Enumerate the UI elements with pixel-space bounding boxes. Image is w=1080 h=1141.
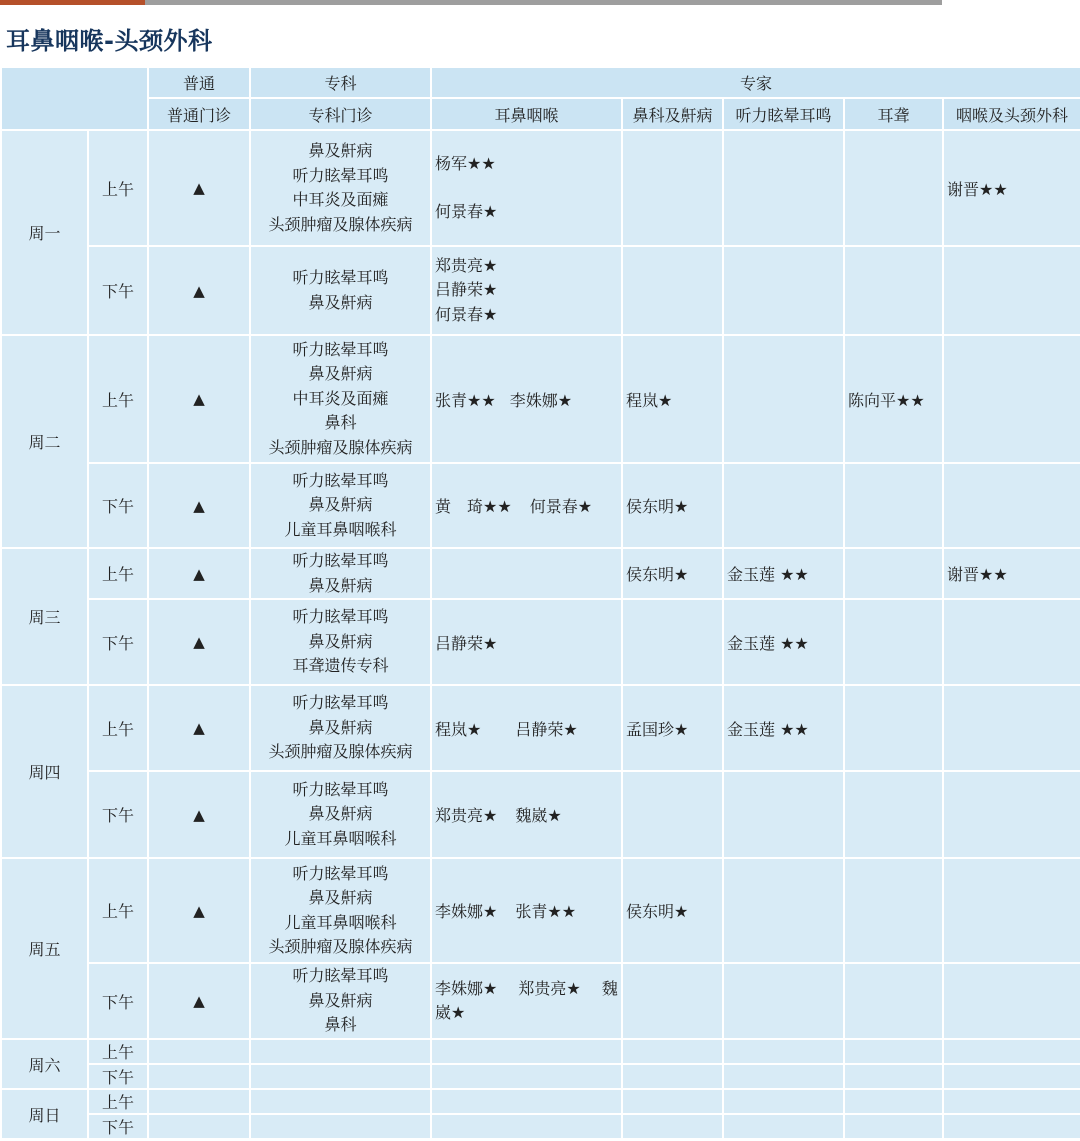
specialty-item: 中耳炎及面瘫 — [292, 388, 389, 408]
period-cell: 上午 — [88, 548, 148, 599]
specialty-item: 头颈肿瘤及腺体疾病 — [268, 437, 413, 457]
nose-doctors-cell — [622, 771, 723, 858]
specialty-item: 鼻及鼾病 — [308, 575, 373, 595]
nose-doctors-cell: 侯东明★ — [622, 548, 723, 599]
specialty-item: 听力眩晕耳鸣 — [292, 966, 389, 986]
specialty-list — [250, 1064, 431, 1089]
table-row — [1, 685, 1080, 771]
table-row — [1, 1114, 1080, 1139]
period-cell: 下午 — [88, 1064, 148, 1089]
table-row — [1, 548, 1080, 599]
ent-doctors-cell — [431, 963, 622, 1039]
deafness-doctors-cell — [844, 685, 943, 771]
col-deafness: 耳聋 — [844, 98, 943, 130]
deafness-doctors-cell — [844, 1039, 943, 1064]
ent-doctors-cell — [431, 246, 622, 335]
table-row — [1, 858, 1080, 963]
throat-doctors-cell — [943, 1039, 1080, 1064]
day-cell: 周日 — [1, 1089, 88, 1139]
ent-doctors-cell — [431, 1089, 622, 1114]
schedule-table — [0, 66, 1080, 1140]
specialty-list — [250, 771, 431, 858]
header-group-specialty: 专科 — [250, 67, 431, 98]
ent-doctors-cell — [431, 548, 622, 599]
hearing-doctors-cell — [723, 130, 844, 246]
ent-doctors-cell — [431, 858, 622, 963]
specialty-list — [250, 130, 431, 246]
deafness-doctors-cell — [844, 963, 943, 1039]
specialty-list — [250, 463, 431, 548]
nose-doctors-cell — [622, 1089, 723, 1114]
specialty-item: 鼻及鼾病 — [308, 717, 373, 737]
nose-doctors-cell: 程岚★ — [622, 335, 723, 463]
deafness-doctors-cell: 陈向平★★ — [844, 335, 943, 463]
period-cell: 下午 — [88, 463, 148, 548]
nose-doctors-cell: 侯东明★ — [622, 858, 723, 963]
general-clinic-mark: ▲ — [148, 771, 250, 858]
doctor-name: 李姝娜★ — [435, 902, 498, 921]
throat-doctors-cell: 谢晋★★ — [943, 130, 1080, 246]
doctor-name: 程岚★ — [435, 719, 482, 739]
day-cell: 周五 — [1, 858, 88, 1039]
table-row — [1, 771, 1080, 858]
specialty-item: 听力眩晕耳鸣 — [292, 268, 389, 287]
deafness-doctors-cell — [844, 858, 943, 963]
general-clinic-mark — [148, 1114, 250, 1139]
throat-doctors-cell — [943, 1114, 1080, 1139]
general-clinic-mark: ▲ — [148, 335, 250, 463]
header-corner — [1, 67, 148, 130]
period-cell: 上午 — [88, 685, 148, 771]
specialty-item: 鼻科 — [324, 413, 357, 433]
doctor-name: 何景春★ — [529, 497, 593, 516]
period-cell: 下午 — [88, 246, 148, 335]
general-clinic-mark: ▲ — [148, 685, 250, 771]
period-cell: 下午 — [88, 771, 148, 858]
general-clinic-mark: ▲ — [148, 963, 250, 1039]
ent-doctors-cell — [431, 1064, 622, 1089]
nose-doctors-cell — [622, 1114, 723, 1139]
day-cell: 周二 — [1, 335, 88, 548]
throat-doctors-cell — [943, 858, 1080, 963]
table-row — [1, 1089, 1080, 1114]
col-general-clinic: 普通门诊 — [148, 98, 250, 130]
specialty-list — [250, 858, 431, 963]
nose-doctors-cell: 孟国珍★ — [622, 685, 723, 771]
table-row — [1, 246, 1080, 335]
specialty-list — [250, 1039, 431, 1064]
ent-doctors-cell — [431, 1114, 622, 1139]
hearing-doctors-cell — [723, 246, 844, 335]
doctor-name: 何景春★ — [435, 202, 498, 221]
nose-doctors-cell — [622, 599, 723, 685]
hearing-doctors-cell: 金玉莲 ★★ — [723, 548, 844, 599]
hearing-doctors-cell — [723, 335, 844, 463]
throat-doctors-cell — [943, 335, 1080, 463]
specialty-list — [250, 685, 431, 771]
doctor-name: 郑贵亮★ — [435, 806, 498, 825]
general-clinic-mark — [148, 1064, 250, 1089]
specialty-item: 鼻及鼾病 — [308, 631, 373, 651]
hearing-doctors-cell — [723, 771, 844, 858]
deafness-doctors-cell — [844, 599, 943, 685]
deafness-doctors-cell — [844, 463, 943, 548]
specialty-item: 头颈肿瘤及腺体疾病 — [268, 742, 413, 762]
general-clinic-mark: ▲ — [148, 130, 250, 246]
hearing-doctors-cell — [723, 1089, 844, 1114]
specialty-item: 鼻科 — [324, 1015, 357, 1035]
period-cell: 下午 — [88, 963, 148, 1039]
specialty-item: 鼻及鼾病 — [308, 888, 373, 907]
table-row — [1, 599, 1080, 685]
deafness-doctors-cell — [844, 771, 943, 858]
general-clinic-mark — [148, 1089, 250, 1114]
doctor-name: 张青★★ — [435, 390, 496, 410]
header-group-general: 普通 — [148, 67, 250, 98]
deafness-doctors-cell — [844, 1114, 943, 1139]
doctor-name: 张青★★ — [515, 902, 577, 921]
col-hearing: 听力眩晕耳鸣 — [723, 98, 844, 130]
hearing-doctors-cell — [723, 858, 844, 963]
period-cell: 下午 — [88, 1114, 148, 1139]
doctor-name: 郑贵亮★ — [435, 255, 498, 275]
doctor-name: 吕静荣★ — [435, 280, 498, 300]
ent-doctors-cell — [431, 335, 622, 463]
specialty-item: 中耳炎及面瘫 — [292, 190, 389, 209]
doctor-name: 魏崴★ — [515, 806, 562, 825]
specialty-item: 听力眩晕耳鸣 — [292, 693, 389, 713]
specialty-item: 鼻及鼾病 — [308, 495, 373, 515]
throat-doctors-cell — [943, 963, 1080, 1039]
hearing-doctors-cell — [723, 1039, 844, 1064]
specialty-item: 听力眩晕耳鸣 — [292, 607, 389, 627]
specialty-item: 鼻及鼾病 — [308, 364, 373, 384]
specialty-item: 儿童耳鼻咽喉科 — [284, 519, 397, 539]
table-row — [1, 335, 1080, 463]
specialty-list — [250, 599, 431, 685]
ent-doctors-cell — [431, 130, 622, 246]
ent-doctors-cell — [431, 771, 622, 858]
general-clinic-mark: ▲ — [148, 548, 250, 599]
specialty-item: 头颈肿瘤及腺体疾病 — [268, 214, 413, 234]
doctor-name: 崴★ — [435, 1003, 466, 1022]
hearing-doctors-cell — [723, 1114, 844, 1139]
specialty-item: 听力眩晕耳鸣 — [292, 470, 389, 490]
ent-doctors-cell — [431, 1039, 622, 1064]
header-group-row — [1, 67, 1080, 98]
period-cell: 上午 — [88, 130, 148, 246]
throat-doctors-cell — [943, 1089, 1080, 1114]
ent-doctors-cell — [431, 463, 622, 548]
deafness-doctors-cell — [844, 246, 943, 335]
col-specialty-clinic: 专科门诊 — [250, 98, 431, 130]
day-cell: 周六 — [1, 1039, 88, 1089]
nose-doctors-cell — [622, 246, 723, 335]
throat-doctors-cell — [943, 463, 1080, 548]
specialty-item: 耳聋遗传专科 — [292, 656, 389, 676]
header-group-expert: 专家 — [431, 67, 1080, 98]
specialty-item: 听力眩晕耳鸣 — [292, 863, 389, 883]
specialty-item: 鼻及鼾病 — [308, 990, 373, 1010]
throat-doctors-cell — [943, 599, 1080, 685]
hearing-doctors-cell: 金玉莲 ★★ — [723, 685, 844, 771]
table-row — [1, 1039, 1080, 1064]
col-nose: 鼻科及鼾病 — [622, 98, 723, 130]
day-cell: 周三 — [1, 548, 88, 685]
specialty-item: 儿童耳鼻咽喉科 — [284, 912, 397, 932]
specialty-item: 听力眩晕耳鸣 — [292, 779, 389, 799]
table-row — [1, 1064, 1080, 1089]
day-cell: 周一 — [1, 130, 88, 335]
general-clinic-mark: ▲ — [148, 599, 250, 685]
hearing-doctors-cell — [723, 963, 844, 1039]
specialty-item: 头颈肿瘤及腺体疾病 — [268, 937, 413, 956]
hearing-doctors-cell — [723, 1064, 844, 1089]
nose-doctors-cell — [622, 1064, 723, 1089]
specialty-item: 鼻及鼾病 — [308, 804, 373, 824]
period-cell: 上午 — [88, 858, 148, 963]
specialty-list — [250, 335, 431, 463]
nose-doctors-cell — [622, 1039, 723, 1064]
hearing-doctors-cell: 金玉莲 ★★ — [723, 599, 844, 685]
throat-doctors-cell — [943, 246, 1080, 335]
general-clinic-mark: ▲ — [148, 463, 250, 548]
specialty-list — [250, 246, 431, 335]
header-column-row — [1, 98, 1080, 130]
specialty-list — [250, 548, 431, 599]
ent-doctors-cell: 吕静荣★ — [431, 599, 622, 685]
ent-doctors-cell — [431, 685, 622, 771]
throat-doctors-cell: 谢晋★★ — [943, 548, 1080, 599]
specialty-list — [250, 963, 431, 1039]
general-clinic-mark — [148, 1039, 250, 1064]
doctor-name: 李姝娜★ — [509, 390, 573, 410]
deafness-doctors-cell — [844, 130, 943, 246]
nose-doctors-cell: 侯东明★ — [622, 463, 723, 548]
col-ent: 耳鼻咽喉 — [431, 98, 622, 130]
period-cell: 上午 — [88, 335, 148, 463]
page-title: 耳鼻咽喉-头颈外科 — [6, 27, 213, 55]
hearing-doctors-cell — [723, 463, 844, 548]
specialty-item: 听力眩晕耳鸣 — [292, 551, 389, 570]
specialty-list — [250, 1114, 431, 1139]
throat-doctors-cell — [943, 685, 1080, 771]
period-cell: 上午 — [88, 1089, 148, 1114]
throat-doctors-cell — [943, 1064, 1080, 1089]
table-row — [1, 463, 1080, 548]
deafness-doctors-cell — [844, 1089, 943, 1114]
title-area — [0, 5, 1080, 66]
specialty-list — [250, 1089, 431, 1114]
nose-doctors-cell — [622, 130, 723, 246]
doctor-name: 何景春★ — [435, 304, 498, 324]
period-cell: 上午 — [88, 1039, 148, 1064]
specialty-item: 鼻及鼾病 — [308, 141, 373, 160]
table-row — [1, 130, 1080, 246]
specialty-item: 鼻及鼾病 — [308, 292, 373, 312]
day-cell: 周四 — [1, 685, 88, 858]
table-row — [1, 963, 1080, 1039]
throat-doctors-cell — [943, 771, 1080, 858]
period-cell: 下午 — [88, 599, 148, 685]
specialty-item: 听力眩晕耳鸣 — [292, 165, 389, 185]
col-throat-head-neck: 咽喉及头颈外科 — [943, 98, 1080, 130]
deafness-doctors-cell — [844, 1064, 943, 1089]
specialty-item: 听力眩晕耳鸣 — [292, 339, 389, 359]
doctor-name: 杨军★★ — [435, 153, 496, 173]
nose-doctors-cell — [622, 963, 723, 1039]
general-clinic-mark: ▲ — [148, 246, 250, 335]
doctor-name: 李姝娜★ 郑贵亮★ 魏 — [435, 978, 618, 998]
specialty-item: 儿童耳鼻咽喉科 — [284, 828, 397, 848]
doctor-name: 吕静荣★ — [515, 719, 578, 739]
general-clinic-mark: ▲ — [148, 858, 250, 963]
deafness-doctors-cell — [844, 548, 943, 599]
doctor-name: 黄 琦★★ — [435, 497, 512, 516]
